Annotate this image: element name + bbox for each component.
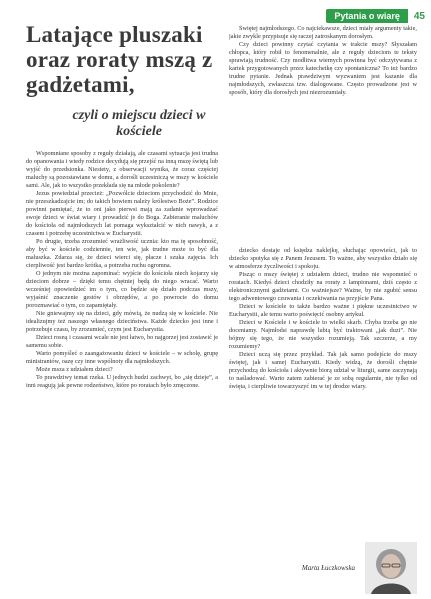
column-left xyxy=(26,150,218,590)
column-right-bottom xyxy=(229,247,417,542)
paragraph: Czy dzieci powinny czytać czytania w trakcie mszy? Słyszałam chłopca, który robił to fenomenalnie, ale z reguły dzieciom te teksty sprawiają trudność. Czy modlitwa wiernych powinna być odczytywana z kartek przygotowanych przez katechetkę czy spontaniczna? To też bardzo trudne pytanie. Jednak prawdziwym wyzwaniem jest kazanie dla najmłodszych, zwłaszcza tzw. dialogowane. Często prowadzone jest w sposób, który dla dorosłych jest niezrozumiały. xyxy=(229,41,417,96)
paragraph: Wspomniane sposoby z reguły działają, ale czasami sytuacja jest trudna do opanowania i wtedy rodzice decydują się przejść na inną mszę świętą lub wyjść do przedsionka. Niestety, z obserwacji wynika, że coraz częściej maluchy są pozostawiane w domu, a dorośli uczestniczą w mszy w kościele sami. Ale, jak to wszystko przekłada się na młode pokolenie? xyxy=(26,150,218,189)
author-name: Marta Łuczkowska xyxy=(301,564,355,572)
article-subtitle: czyli o miejscu dzieci w kościele xyxy=(72,108,206,139)
section-label: Pytania o wiarę xyxy=(326,9,408,23)
paragraph: To prawdziwy temat rzeka. U jednych budzi zachwyt, bo „się dzieje”, a inni reagują jak pewne rodzeństwo, które po roratach było zmęczone. xyxy=(26,374,218,389)
column-right-top xyxy=(229,25,417,245)
paragraph: dziecko dostaje od księdza naklejkę, słuchając opowieści, jak to dziecko spotyka się z Panem Jezusem. To ważne, aby wszystko działo się w atmosferze życzliwości i spokoju. xyxy=(229,247,417,270)
paragraph: Świętej najmłodszego. Co najciekawsze, dzieci miały argumenty takie, jakie zwykle przypisuje się raczej zatroskanym dorosłym. xyxy=(229,25,417,40)
page-number: 45 xyxy=(408,10,431,23)
page-header xyxy=(261,8,431,24)
paragraph: Warto pomyśleć o zaangażowaniu dzieci w kościele – w scholę, grupę ministrantów, oazę czy inne wspólnoty dla najmłodszych. xyxy=(26,350,218,365)
paragraph: Może msza z udziałem dzieci? xyxy=(36,366,113,373)
paragraph: Dzieci w kościele to także bardzo ważne i piękne uczestnictwo w Eucharystii, ale temu warto poświęcić osobny artykuł. xyxy=(229,303,417,318)
paragraph: Jezus powiedział przecież: „Pozwólcie dzieciom przychodzić do Mnie, nie przeszkadzajcie im; do takich bowiem należy królestwo Boże”. Rodzice powinni pamiętać, że to oni jako pierwsi mają za zadanie wprowadzać swoje dzieci w świat wiary i prowadzić je do Boga. Zabieranie maluchów do kościoła od najmłodszych lat pomaga wykształcić w nich nawyk, a z czasem i potrzebę uczestnictwa w Eucharystii. xyxy=(26,190,218,237)
paragraph: Dzieci uczą się przez przykład. Tak jak samo podejście do mszy świętej, jak i samej Eucharystii. Kiedy widzą, że dorośli chętnie przychodzą do kościoła i aktywnie biorą udział w liturgii, same zaczynają to naśladować. Warto zatem zabierać je ze sobą regularnie, nie tylko od święta, i cierpliwie towarzyszyć im w tej drodze wiary. xyxy=(229,351,417,390)
paragraph: Nie gniewajmy się na dzieci, gdy mówią, że nudzą się w kościele. Nie idealizujmy też naszego własnego dzieciństwa. Każde dziecko jest inne i potrzebuje czasu, by zrozumieć, czym jest Eucharystia. xyxy=(26,310,218,333)
paragraph: Pisząc o mszy świętej z udziałem dzieci, trudno nie wspomnieć o roratach. Kiedyś dzieci chodziły na roraty z lampionami, dziś często z elektronicznymi gadżetami. Co ważniejsze? Ważne, by nie zgubić sensu tego adwentowego czuwania i oczekiwania na przyjście Pana. xyxy=(229,271,417,302)
paragraph: Po drugie, trzeba zrozumieć wrażliwość ucznia: kto ma tę sposobność, aby być w kościele codziennie, ten wie, jak trudne może to być dla maluszka. Zdarza się, że dzieci wierci się, płacze i szuka zajęcia. Ich cierpliwość jest bardzo krótka, a potrzeba ruchu ogromna. xyxy=(26,238,218,269)
author-photo xyxy=(365,542,417,594)
author-block xyxy=(229,542,417,594)
paragraph: Dzieci w Kościele i w kościele to wielki skarb. Chyba trzeba go nie doceniamy. Najmłodsi naprawdę lubią być traktowani „jak duzi”. Nie bójmy się tego, że nie wszystko rozumieją. Tak szczerze, a my rozumiemy? xyxy=(229,319,417,350)
paragraph: Dzieci rosną i czasami wcale nie jest łatwo, bo najgorzej jest zostawić je samemu sobie. xyxy=(26,334,218,349)
article-title: Latające pluszaki oraz roraty mszą z gadżetami, xyxy=(26,22,213,97)
paragraph: O jednym nie można zapominać: wyjście do kościoła niech kojarzy się dzieciom dobrze – dzięki temu chętniej będą do niego wracać. Warto wcześniej opowiedzieć im o tym, co będzie się działo podczas mszy, wyjaśnić znaczenie gestów i obrzędów, a po powrocie do domu porozmawiać o tym, co zapamiętały. xyxy=(26,270,218,309)
